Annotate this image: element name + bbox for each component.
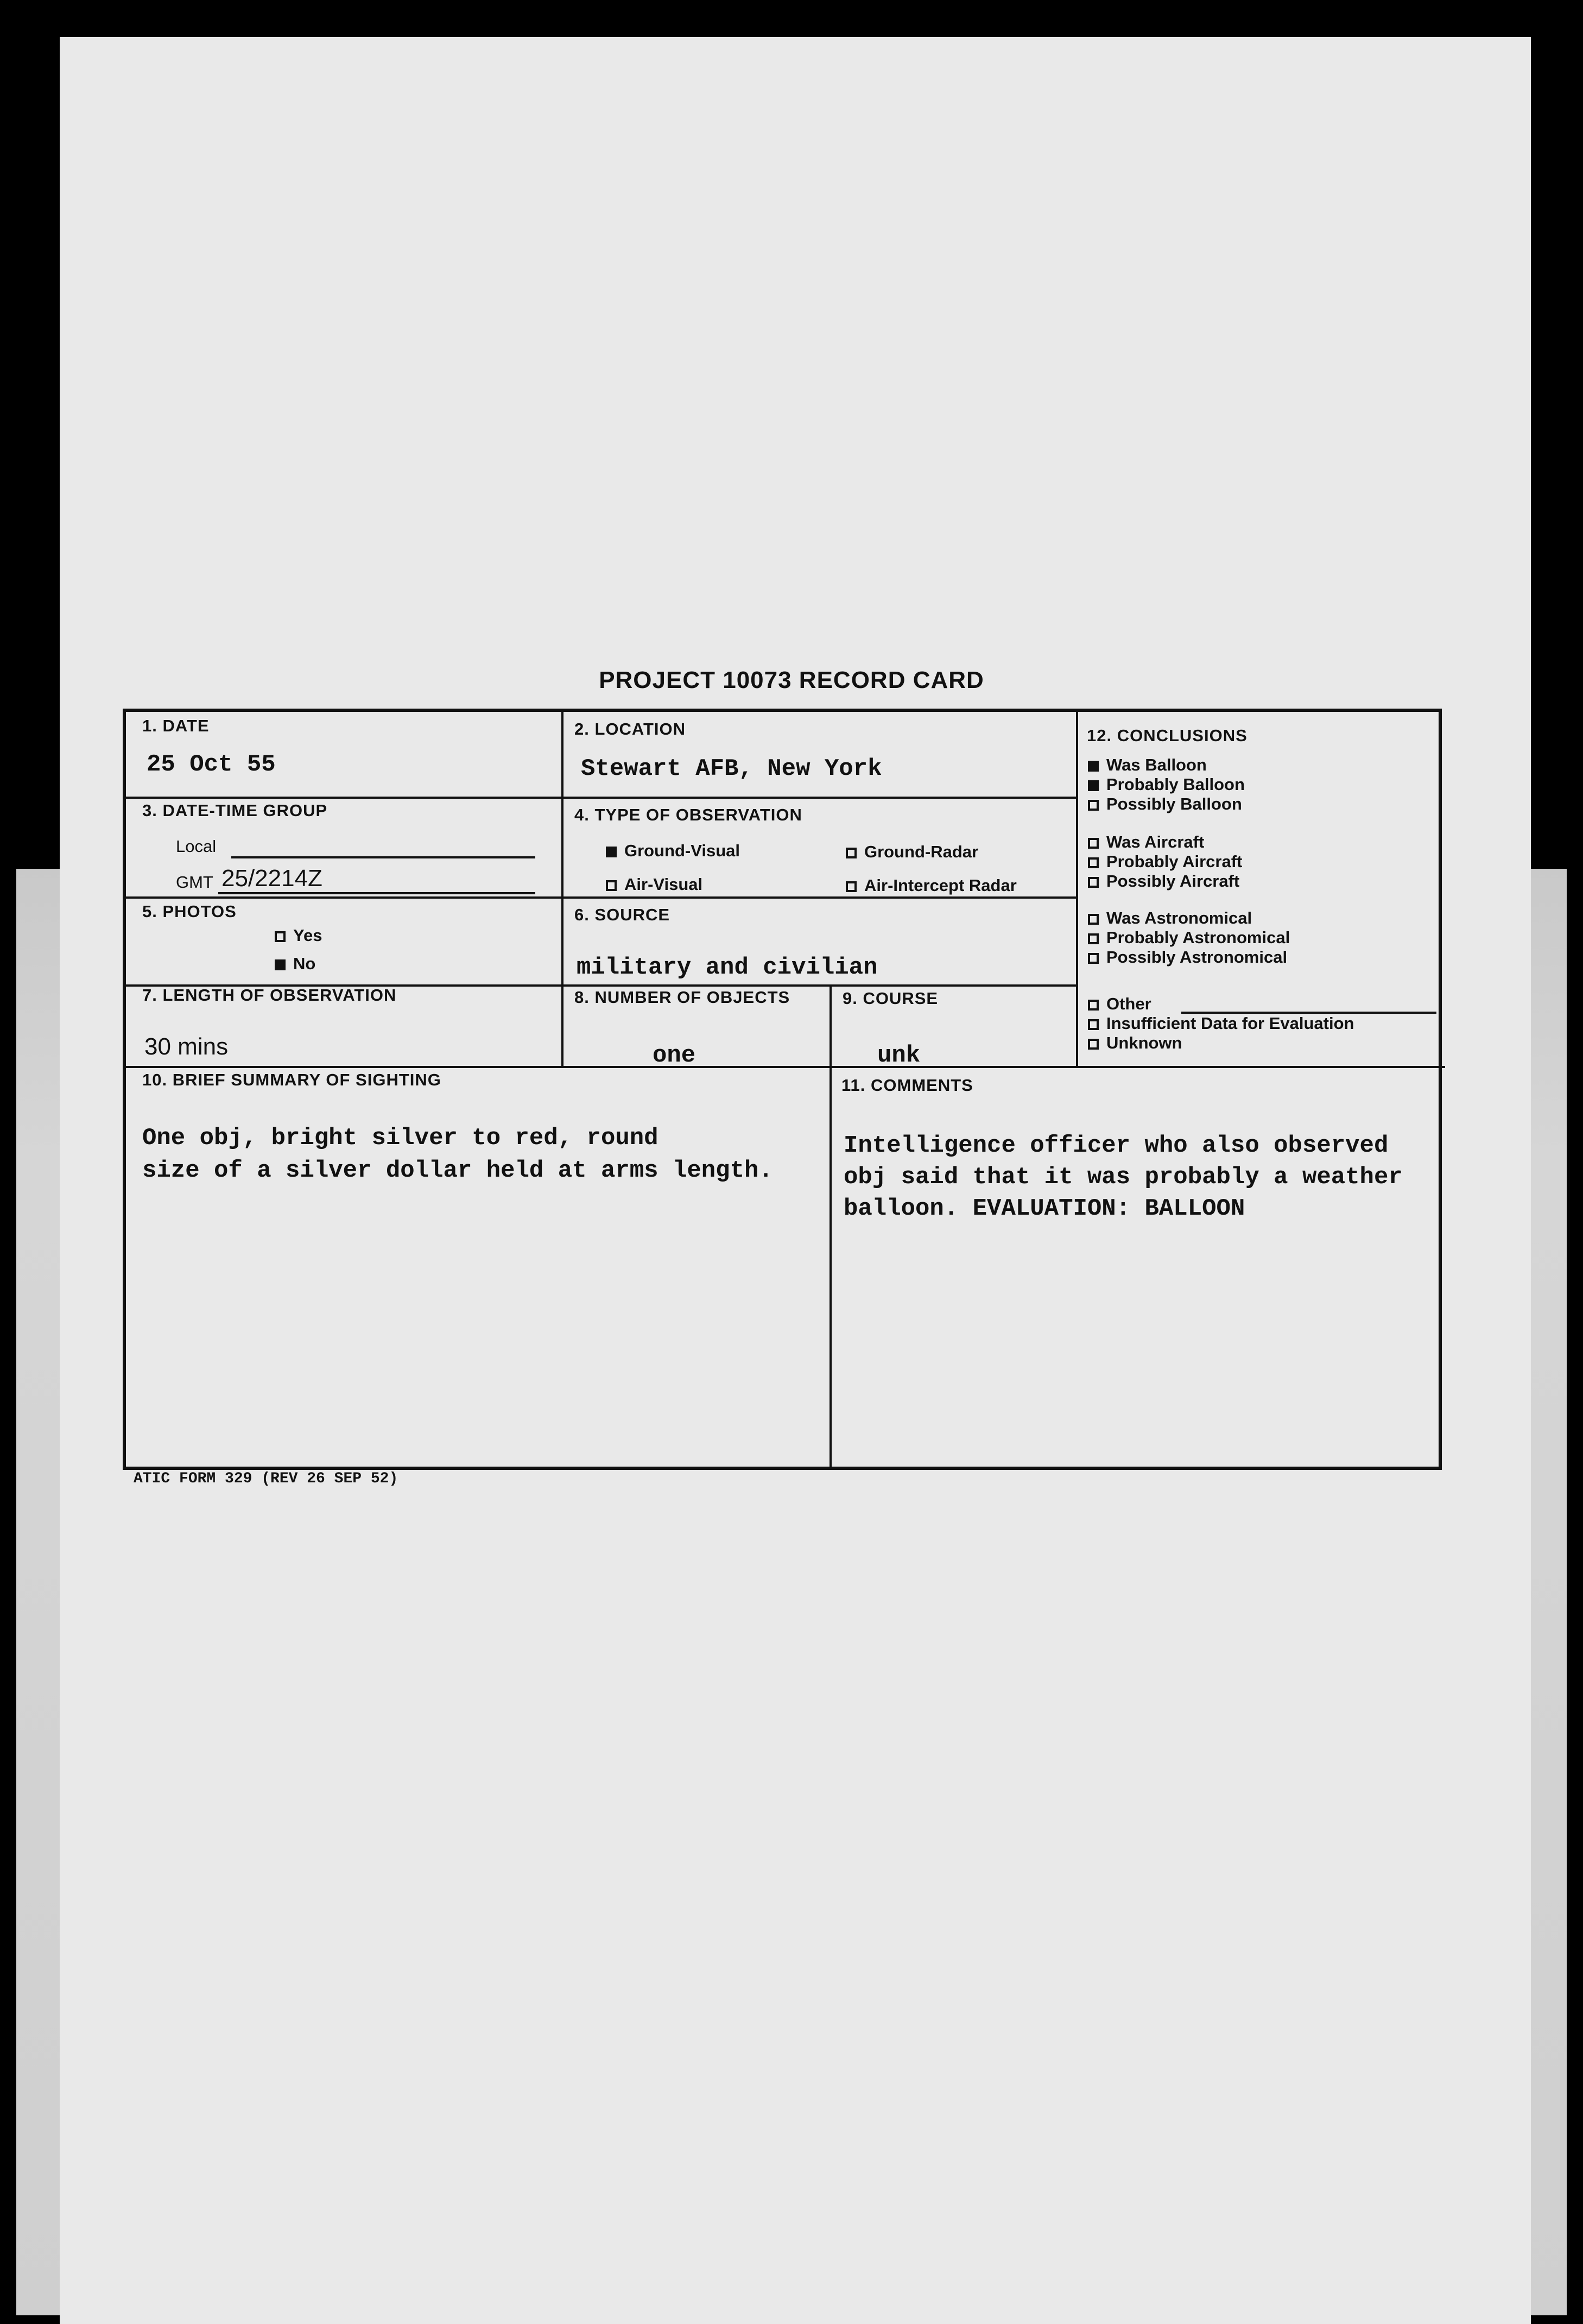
num-objects-label: 8. NUMBER OF OBJECTS: [574, 988, 790, 1007]
length-label: 7. LENGTH OF OBSERVATION: [142, 986, 397, 1005]
checkbox-icon: [1088, 914, 1099, 925]
checkbox-icon: [1088, 1019, 1099, 1030]
comments-line: Intelligence officer who also observed: [844, 1132, 1389, 1159]
conclusion-item: Insufficient Data for Evaluation: [1088, 1014, 1354, 1033]
comments-line: obj said that it was probably a weather: [844, 1164, 1403, 1191]
conclusion-item: Was Aircraft: [1088, 832, 1204, 852]
conclusion-item: Possibly Aircraft: [1088, 871, 1239, 891]
checkbox-icon: [1088, 800, 1099, 811]
conclusions-list: [1088, 712, 1441, 1066]
conclusions-label: 12. CONCLUSIONS: [1087, 726, 1248, 745]
gmt-value: 25/2214Z: [221, 865, 322, 892]
num-objects-value: one: [653, 1042, 696, 1069]
checkbox-icon: [1088, 1000, 1099, 1011]
record-card: [123, 709, 1442, 1470]
divider: [1076, 712, 1078, 1068]
divider: [126, 896, 1076, 899]
summary-line: size of a silver dollar held at arms length.: [142, 1157, 773, 1184]
checkbox-checked-icon: [275, 959, 286, 970]
form-number: ATIC FORM 329 (REV 26 SEP 52): [134, 1470, 398, 1487]
divider: [126, 797, 1076, 799]
checkbox-icon: [846, 881, 857, 892]
conclusion-item: Probably Balloon: [1088, 775, 1245, 794]
checkbox-checked-icon: [1088, 780, 1099, 791]
location-value: Stewart AFB, New York: [581, 755, 882, 782]
course-label: 9. COURSE: [843, 989, 939, 1008]
local-underline: [231, 856, 535, 858]
checkbox-icon: [1088, 877, 1099, 888]
summary-label: 10. BRIEF SUMMARY OF SIGHTING: [142, 1070, 441, 1089]
conclusion-item: Unknown: [1088, 1033, 1182, 1053]
local-label: Local: [176, 837, 217, 856]
location-label: 2. LOCATION: [574, 719, 686, 738]
photos-label: 5. PHOTOS: [142, 902, 237, 921]
source-value: military and civilian: [577, 954, 878, 981]
date-label: 1. DATE: [142, 716, 210, 735]
conclusion-item: Probably Aircraft: [1088, 852, 1242, 871]
divider: [126, 1066, 1445, 1068]
conclusion-item: Was Balloon: [1088, 755, 1207, 775]
type-option-air-intercept-radar: Air-Intercept Radar: [846, 876, 1017, 895]
checkbox-icon: [1088, 857, 1099, 868]
checkbox-icon: [1088, 1039, 1099, 1050]
conclusion-item: Probably Astronomical: [1088, 928, 1290, 948]
dtg-label: 3. DATE-TIME GROUP: [142, 801, 328, 820]
checkbox-checked-icon: [1088, 761, 1099, 772]
type-option-air-visual: Air-Visual: [606, 875, 702, 894]
checkbox-checked-icon: [606, 847, 617, 857]
conclusion-item: Was Astronomical: [1088, 908, 1252, 928]
conclusion-item: Possibly Balloon: [1088, 794, 1242, 814]
gmt-underline: [218, 892, 535, 894]
conclusion-item: Possibly Astronomical: [1088, 948, 1287, 967]
course-value: unk: [877, 1042, 921, 1069]
checkbox-icon: [1088, 838, 1099, 849]
divider: [830, 984, 832, 1468]
type-label: 4. TYPE OF OBSERVATION: [574, 805, 802, 824]
source-label: 6. SOURCE: [574, 905, 670, 924]
checkbox-icon: [1088, 953, 1099, 964]
summary-line: One obj, bright silver to red, round: [142, 1125, 658, 1152]
photos-option-yes: Yes: [275, 926, 322, 945]
type-option-ground-radar: Ground-Radar: [846, 842, 978, 862]
comments-line: balloon. EVALUATION: BALLOON: [844, 1195, 1245, 1222]
gmt-label: GMT: [176, 873, 213, 892]
checkbox-icon: [846, 848, 857, 858]
date-value: 25 Oct 55: [147, 751, 276, 778]
length-value: 30 mins: [144, 1033, 229, 1060]
conclusion-item: Other: [1088, 994, 1151, 1014]
comments-label: 11. COMMENTS: [841, 1076, 973, 1095]
checkbox-icon: [606, 880, 617, 891]
type-option-ground-visual: Ground-Visual: [606, 841, 740, 861]
checkbox-icon: [1088, 933, 1099, 944]
photos-option-no: No: [275, 954, 315, 974]
divider: [561, 712, 563, 1066]
checkbox-icon: [275, 931, 286, 942]
card-title: PROJECT 10073 RECORD CARD: [599, 667, 984, 693]
